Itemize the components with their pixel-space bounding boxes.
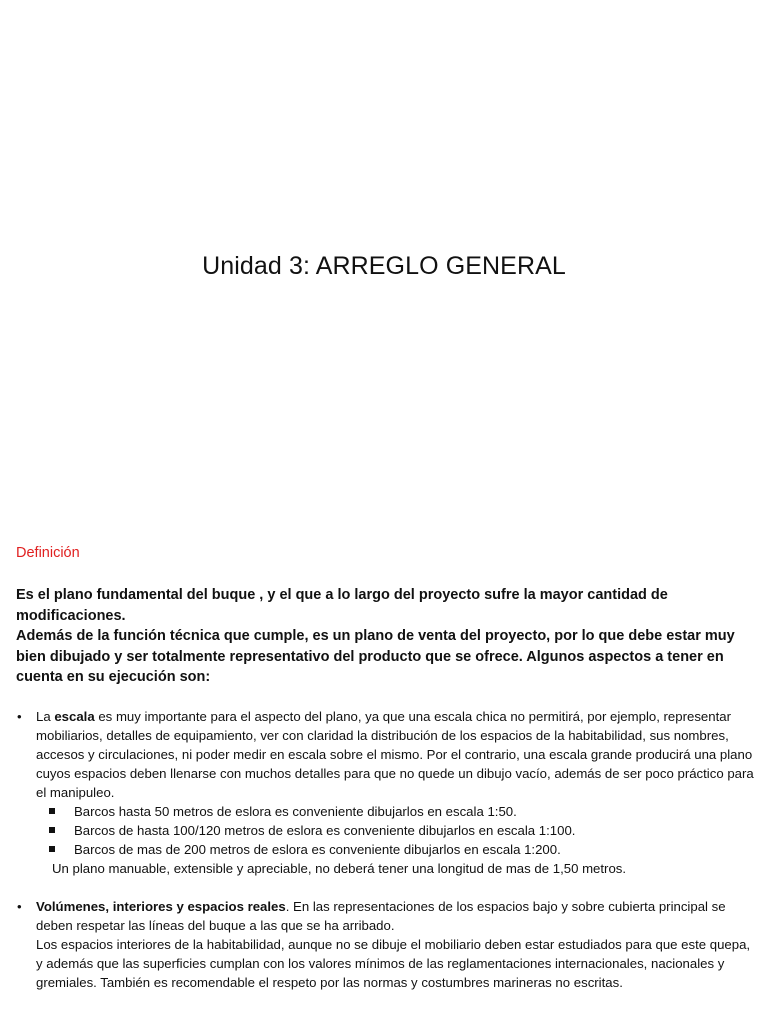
intro-paragraph: Además de la función técnica que cumple, es un plano de venta del proyecto, por lo que debe estar muy bien dibujado y ser totalmente representativo del producto que se ofrece. Algunos aspectos a tener en cuenta en su ejecución son: xyxy=(16,628,735,685)
sub-item-text: Barcos de hasta 100/120 metros de eslora es conveniente dibujarlos en escala 1:100. xyxy=(74,823,576,838)
square-bullet-icon xyxy=(49,808,55,814)
bullet-note: Un plano manuable, extensible y apreciable, no deberá tener una longitud de mas de 1,50 metros. xyxy=(52,861,627,876)
bullet-body: . En las representaciones de los espacios bajo y sobre cubierta principal se deben respetar las líneas del buque a las que se ha arribado. xyxy=(36,899,726,933)
sub-list-item xyxy=(36,821,760,840)
sub-list-item xyxy=(36,840,760,859)
slide-title: Unidad 3: ARREGLO GENERAL xyxy=(202,252,566,280)
bullet-text xyxy=(36,707,760,802)
bullet-prefix: La xyxy=(36,709,55,724)
bullet-text xyxy=(36,897,760,935)
section-heading-definicion: Definición xyxy=(16,545,80,561)
sub-list-item xyxy=(36,802,760,821)
bullet-keyword: Volúmenes, interiores y espacios reales xyxy=(36,899,286,914)
sub-list xyxy=(36,802,760,859)
bullet-body: es muy importante para el aspecto del plano, ya que una escala chica no permitirá, por ejemplo, representar mobiliarios, detalles de equipamiento, ver con claridad la distribución de los espacios de la habitabilidad, sus nombres, accesos y circulaciones, ni poder medir en escala sobre el mismo. Por el contrario, una escala grande producirá una plano cuyos espacios deben llenarse con muchos detalles para que no quede un dibujo vacío, además de ser poco práctico para el manipuleo. xyxy=(36,709,754,800)
bullet-icon: • xyxy=(17,899,22,914)
bullet-icon: • xyxy=(17,709,22,724)
intro-paragraphs xyxy=(16,585,764,688)
bullet-item-volumenes xyxy=(16,897,760,992)
bullet-continuation: Los espacios interiores de la habitabilidad, aunque no se dibuje el mobiliario deben estar estudiados para que este quepa, y además que las superficies cumplan con los valores mínimos de las reglamentaciones internacionales, nacionales y gremiales. También es recomendable el respeto por las normas y costumbres marineras no escritas. xyxy=(36,937,751,990)
spacer xyxy=(16,878,760,897)
intro-paragraph: Es el plano fundamental del buque , y el que a lo largo del proyecto sufre la mayor cantidad de modificaciones. xyxy=(16,587,668,624)
content-slide xyxy=(0,530,768,1024)
sub-item-text: Barcos hasta 50 metros de eslora es conveniente dibujarlos en escala 1:50. xyxy=(74,804,517,819)
sub-item-text: Barcos de mas de 200 metros de eslora es conveniente dibujarlos en escala 1:200. xyxy=(74,842,561,857)
square-bullet-icon xyxy=(49,846,55,852)
bullet-item-escala xyxy=(16,707,760,878)
bullet-keyword: escala xyxy=(54,709,95,724)
bullet-list xyxy=(16,707,760,992)
square-bullet-icon xyxy=(49,827,55,833)
